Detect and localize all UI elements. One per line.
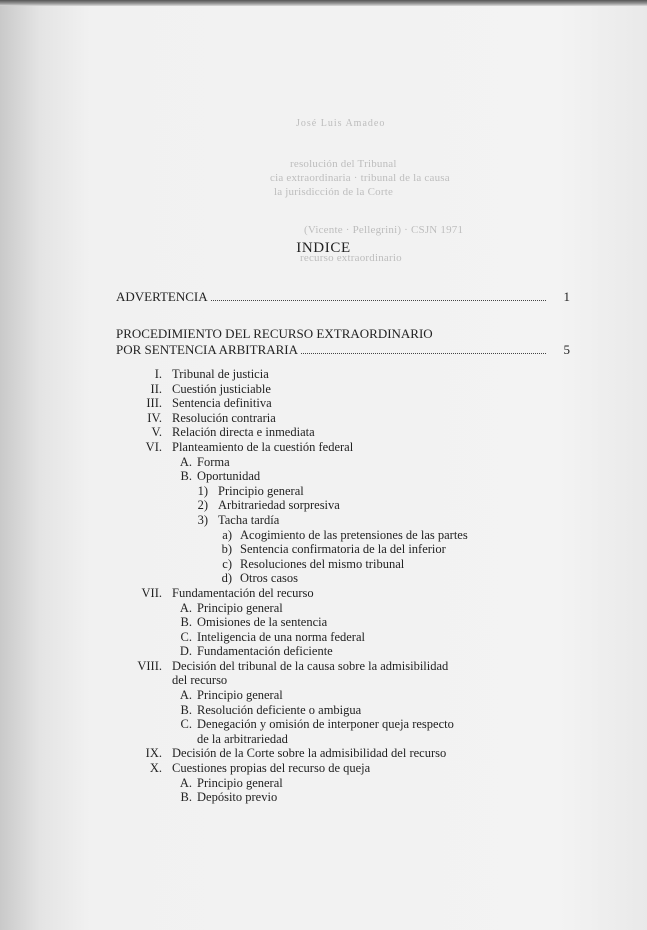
toc-item-label: Forma (197, 454, 230, 469)
toc-item-label: Arbitrariedad sorpresiva (218, 498, 340, 513)
toc-item (0, 673, 647, 688)
entry-title-line1: PROCEDIMIENTO DEL RECURSO EXTRAORDINARIO (116, 326, 433, 341)
ghost-text: recurso extraordinario (300, 252, 402, 264)
toc-item-label: Resoluciones del mismo tribunal (240, 556, 405, 571)
toc-item (0, 425, 647, 440)
toc-item-number: VIII. (137, 658, 162, 673)
toc-item-number: IV. (147, 410, 162, 425)
dot-leader (301, 353, 546, 354)
toc-item-number: B. (180, 469, 192, 484)
toc-item-number: A. (179, 454, 192, 469)
entry-title-line2-row (116, 342, 570, 358)
toc-item-label: Cuestión justiciable (172, 381, 271, 396)
toc-item-number: 2) (197, 498, 208, 513)
toc-item-number: C. (180, 629, 192, 644)
toc-item-label: Inteligencia de una norma federal (197, 629, 365, 644)
toc-item-label: del recurso (172, 673, 228, 688)
toc-item-number: a) (222, 527, 232, 542)
scan-edge (0, 0, 647, 6)
toc-item-number: III. (146, 396, 162, 411)
toc-item-number: d) (221, 571, 232, 586)
toc-item-label: Cuestiones propias del recurso de queja (172, 761, 371, 776)
toc-item-label: Fundamentación deficiente (197, 644, 333, 659)
toc-item (0, 528, 647, 543)
toc-item (0, 396, 647, 411)
toc-item-label: Principio general (197, 775, 283, 790)
page-number: 5 (563, 342, 570, 357)
toc-item-label: Resolución deficiente o ambigua (197, 702, 362, 717)
toc-item-number: B. (180, 790, 192, 805)
page-number: 1 (563, 289, 570, 304)
toc-item (0, 586, 647, 601)
toc-item-number: V. (151, 425, 162, 440)
toc-item-label: Denegación y omisión de interponer queja respecto (197, 717, 454, 732)
toc-item (0, 411, 647, 426)
toc-item (0, 498, 647, 513)
toc-item-number: VII. (141, 585, 162, 600)
toc-item-label: Sentencia definitiva (172, 396, 272, 411)
toc-item (0, 557, 647, 572)
toc-item-label: Otros casos (240, 571, 298, 586)
toc-item (0, 732, 647, 747)
toc-item-number: IX. (145, 746, 162, 761)
toc-item-label: Sentencia confirmatoria de la del inferior (240, 542, 446, 557)
toc-item-number: B. (180, 702, 192, 717)
table-of-contents (0, 367, 647, 805)
toc-item-number: 1) (197, 483, 208, 498)
ghost-text: cia extraordinaria · tribunal de la causa (270, 172, 450, 184)
toc-item (0, 703, 647, 718)
toc-item-label: Tribunal de justicia (172, 367, 269, 381)
toc-item-number: D. (179, 644, 192, 659)
toc-item (0, 601, 647, 616)
toc-item-label: Decisión del tribunal de la causa sobre la admisibilidad (172, 658, 449, 673)
ghost-text: la jurisdicción de la Corte (274, 186, 394, 198)
toc-item-label: Depósito previo (197, 790, 278, 805)
toc-item-number: A. (179, 775, 192, 790)
toc-item (0, 484, 647, 499)
toc-item-label: Principio general (218, 483, 304, 498)
toc-item-label: Fundamentación del recurso (172, 585, 314, 600)
toc-item (0, 790, 647, 805)
toc-item-number: VI. (145, 439, 162, 454)
toc-item (0, 440, 647, 455)
toc-item-number: c) (222, 556, 232, 571)
ghost-text: resolución del Tribunal (290, 158, 397, 170)
entry-title: ADVERTENCIA (116, 289, 208, 304)
toc-item (0, 367, 647, 382)
toc-item (0, 615, 647, 630)
index-heading: INDICE (296, 240, 351, 256)
toc-item-label: Omisiones de la sentencia (197, 615, 328, 630)
toc-item-label: Oportunidad (197, 469, 261, 484)
toc-item-number: X. (149, 761, 162, 776)
toc-item (0, 776, 647, 791)
toc-item-label: Planteamiento de la cuestión federal (172, 439, 354, 454)
ghost-text: (Vicente · Pellegrini) · CSJN 1971 (304, 224, 464, 236)
toc-item (0, 630, 647, 645)
ghost-text: José Luis Amadeo (296, 118, 386, 129)
toc-item-label: Tacha tardía (218, 512, 280, 527)
toc-item-label: Relación directa e inmediata (172, 425, 315, 440)
toc-item-label: Principio general (197, 600, 283, 615)
toc-item-number: A. (179, 688, 192, 703)
toc-item-label: Resolución contraria (172, 410, 276, 425)
toc-item (0, 659, 647, 674)
toc-item-number: 3) (197, 512, 208, 527)
toc-item-number: C. (180, 717, 192, 732)
toc-item-label: de la arbitrariedad (197, 731, 288, 746)
toc-item (0, 746, 647, 761)
entry-title-line2: POR SENTENCIA ARBITRARIA (116, 342, 299, 357)
toc-item-number: I. (154, 367, 162, 381)
toc-item-number: II. (150, 381, 162, 396)
toc-item (0, 513, 647, 528)
toc-item (0, 717, 647, 732)
toc-item (0, 382, 647, 397)
toc-item (0, 455, 647, 470)
toc-item-number: b) (221, 542, 232, 557)
toc-item-label: Acogimiento de las pretensiones de las partes (240, 527, 468, 542)
toc-item (0, 761, 647, 776)
toc-entry-procedimiento (116, 326, 570, 358)
toc-item-label: Decisión de la Corte sobre la admisibilidad del recurso (172, 746, 447, 761)
toc-item-number: A. (179, 600, 192, 615)
toc-item (0, 571, 647, 586)
toc-item (0, 542, 647, 557)
toc-item (0, 469, 647, 484)
toc-item (0, 688, 647, 703)
toc-item-label: Principio general (197, 688, 283, 703)
toc-item-number: B. (180, 615, 192, 630)
toc-item (0, 644, 647, 659)
dot-leader (211, 300, 546, 301)
toc-entry-advertencia (116, 289, 570, 305)
